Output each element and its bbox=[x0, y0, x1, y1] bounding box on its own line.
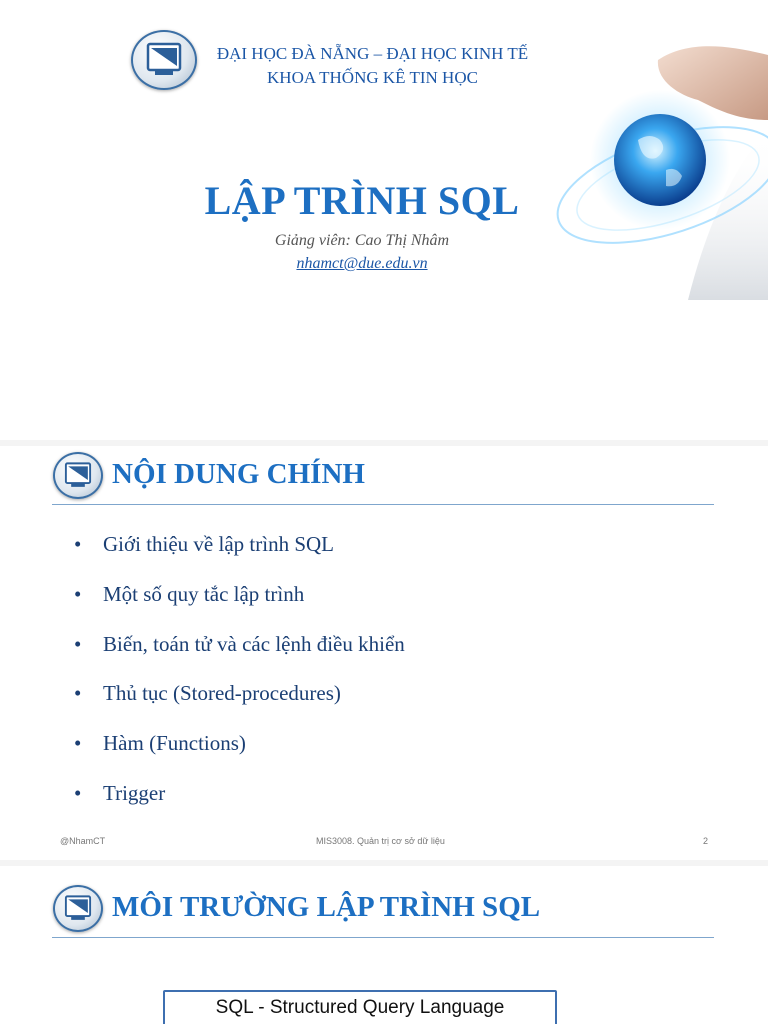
contents-list bbox=[74, 524, 405, 823]
list-item: • Trigger bbox=[74, 773, 405, 823]
sql-definition-box: SQL - Structured Query Language bbox=[163, 990, 557, 1024]
university-name: ĐẠI HỌC ĐÀ NẴNG – ĐẠI HỌC KINH TẾ bbox=[216, 44, 529, 63]
section-title: MÔI TRƯỜNG LẬP TRÌNH SQL bbox=[112, 891, 541, 923]
footer-page-number: 2 bbox=[703, 836, 709, 846]
list-item: • Giới thiệu về lập trình SQL bbox=[74, 524, 405, 574]
university-header bbox=[200, 42, 545, 90]
title-underline bbox=[52, 937, 714, 938]
logo-emblem-icon bbox=[53, 885, 103, 932]
list-item: • Thủ tục (Stored-procedures) bbox=[74, 673, 405, 723]
bullet-icon: • bbox=[74, 731, 82, 756]
list-item: • Hàm (Functions) bbox=[74, 723, 405, 773]
environment-slide bbox=[0, 866, 768, 1024]
university-logo bbox=[131, 30, 197, 90]
bullet-icon: • bbox=[74, 631, 82, 656]
presentation-title: LẬP TRÌNH SQL bbox=[204, 178, 520, 223]
bullet-icon: • bbox=[74, 581, 82, 606]
list-item: • Biến, toán tử và các lệnh điều khiển bbox=[74, 624, 405, 674]
list-item: • Một số quy tắc lập trình bbox=[74, 574, 405, 624]
footer-author: @NhamCT bbox=[60, 836, 106, 846]
bullet-icon: • bbox=[74, 780, 82, 805]
logo-emblem-icon bbox=[131, 30, 197, 90]
bullet-icon: • bbox=[74, 681, 82, 706]
faculty-name: KHOA THỐNG KÊ TIN HỌC bbox=[267, 68, 478, 87]
university-logo bbox=[53, 885, 103, 932]
section-title: NỘI DUNG CHÍNH bbox=[112, 458, 365, 490]
lecturer-email-link[interactable]: nhamct@due.edu.vn bbox=[296, 255, 428, 272]
footer-course: MIS3008. Quản trị cơ sở dữ liệu bbox=[316, 836, 445, 846]
bullet-icon: • bbox=[74, 532, 82, 556]
logo-emblem-icon bbox=[53, 452, 103, 499]
title-slide bbox=[0, 0, 768, 440]
contents-slide bbox=[0, 446, 768, 860]
lecturer-name: Giảng viên: Cao Thị Nhâm bbox=[274, 232, 450, 249]
title-underline bbox=[52, 504, 714, 505]
university-logo bbox=[53, 452, 103, 499]
